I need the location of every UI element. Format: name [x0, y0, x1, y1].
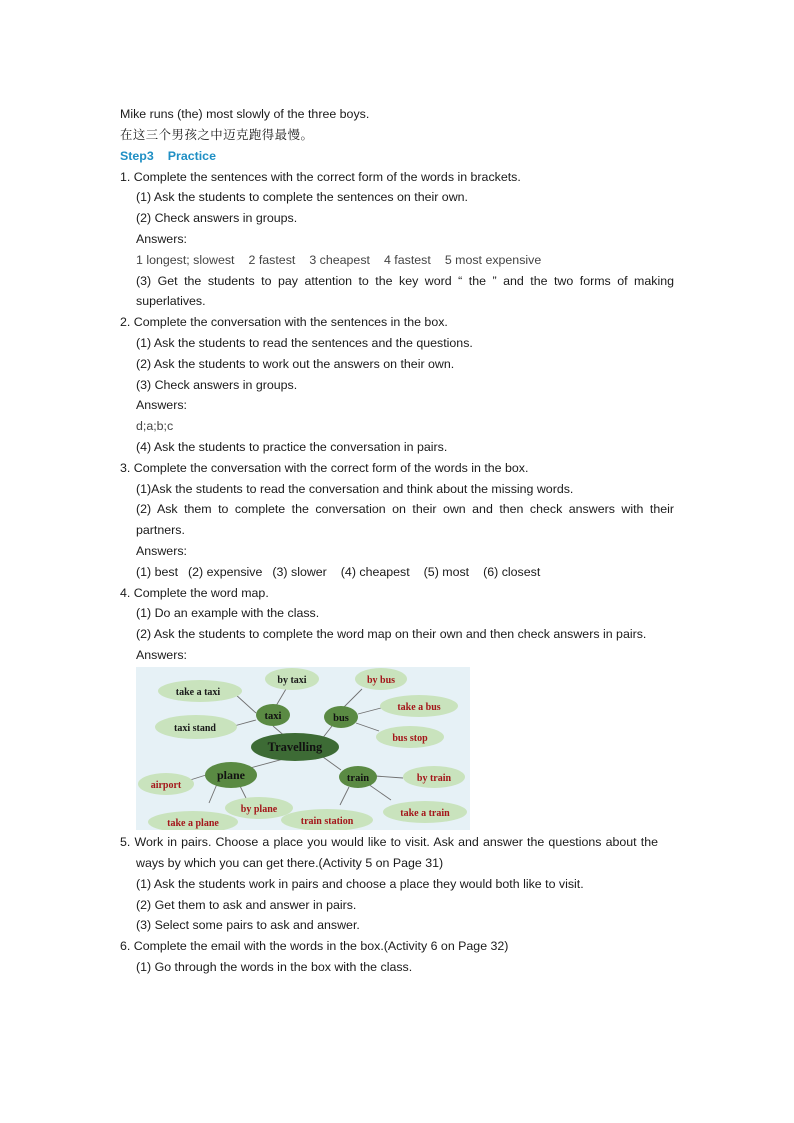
- q5-step-1: (1) Ask the students work in pairs and choose a place they would both like to visit.: [136, 877, 584, 891]
- q2-step-2: (2) Ask the students to work out the answers on their own.: [136, 357, 455, 371]
- q5-title: 5. Work in pairs. Choose a place you would like to visit. Ask and answer the questions about the: [120, 835, 658, 849]
- q3-answer-1: (1) best: [136, 565, 179, 579]
- q2-answers-label: Answers:: [136, 398, 187, 412]
- word-map-take-a-taxi: take a taxi: [175, 687, 221, 698]
- q1-answer-2: 2 fastest: [248, 253, 296, 267]
- q1-answer-1: 1 longest; slowest: [136, 253, 235, 267]
- q4-title: 4. Complete the word map.: [120, 586, 269, 600]
- word-map-taxi-label: taxi: [264, 711, 282, 722]
- word-map-train-label: train: [346, 773, 370, 784]
- q5-title-cont: ways by which you can get there.(Activity 5 on Page 31): [136, 856, 444, 870]
- intro-sentence-en: Mike runs (the) most slowly of the three boys.: [120, 107, 370, 121]
- q3-step-2-cont: partners.: [136, 523, 185, 537]
- q3-answer-6: (6) closest: [483, 565, 541, 579]
- q3-title: 3. Complete the conversation with the correct form of the words in the box.: [120, 461, 529, 475]
- word-map-by-taxi: by taxi: [277, 675, 307, 686]
- q1-answers: [136, 250, 541, 271]
- q2-step-1: (1) Ask the students to read the sentences and the questions.: [136, 336, 473, 350]
- word-map-plane-label: plane: [216, 768, 246, 782]
- intro-sentence-cn: 在这三个男孩之中迈克跑得最慢。: [120, 127, 314, 142]
- q1-answers-label: Answers:: [136, 232, 187, 246]
- q4-step-2: (2) Ask the students to complete the word map on their own and then check answers in pairs.: [136, 627, 647, 641]
- word-map-bus-label: bus: [333, 713, 349, 724]
- q6-step-1: (1) Go through the words in the box with the class.: [136, 960, 413, 974]
- q3-answer-5: (5) most: [423, 565, 470, 579]
- q5-step-2: (2) Get them to ask and answer in pairs.: [136, 898, 357, 912]
- step-heading: [120, 146, 216, 167]
- q1-answer-5: 5 most expensive: [444, 253, 542, 267]
- q4-answers-label: Answers:: [136, 648, 187, 662]
- q6-title: 6. Complete the email with the words in the box.(Activity 6 on Page 32): [120, 939, 509, 953]
- q1-step-1: (1) Ask the students to complete the sentences on their own.: [136, 190, 468, 204]
- word-map: [136, 667, 470, 830]
- step-title: Practice: [167, 149, 216, 163]
- q1-step-3: (3) Get the students to pay attention to the key word “ the ” and the two forms of making: [136, 274, 674, 288]
- word-map-take-a-bus: take a bus: [397, 702, 441, 713]
- q1-step-3-cont: superlatives.: [136, 294, 206, 308]
- q1-step-2: (2) Check answers in groups.: [136, 211, 298, 225]
- q2-step-4: (4) Ask the students to practice the conversation in pairs.: [136, 440, 448, 454]
- q3-answer-2: (2) expensive: [188, 565, 263, 579]
- q3-step-1: (1)Ask the students to read the conversation and think about the missing words.: [136, 482, 574, 496]
- q1-answer-4: 4 fastest: [383, 253, 431, 267]
- q4-step-1: (1) Do an example with the class.: [136, 606, 320, 620]
- q5-step-3: (3) Select some pairs to ask and answer.: [136, 918, 360, 932]
- q2-title: 2. Complete the conversation with the sentences in the box.: [120, 315, 448, 329]
- q1-title: 1. Complete the sentences with the correct form of the words in brackets.: [120, 170, 521, 184]
- word-map-bus-stop: bus stop: [392, 733, 428, 744]
- q2-answers: d;a;b;c: [136, 419, 174, 433]
- q3-answers: [136, 562, 540, 583]
- word-map-center-label: Travelling: [267, 740, 323, 754]
- q3-step-2: (2) Ask them to complete the conversation on their own and then check answers with their: [136, 502, 674, 516]
- word-map-take-a-plane: take a plane: [167, 818, 219, 829]
- word-map-by-bus: by bus: [366, 675, 396, 686]
- word-map-by-plane: by plane: [240, 804, 278, 815]
- q3-answer-3: (3) slower: [272, 565, 327, 579]
- q1-answer-3: 3 cheapest: [309, 253, 370, 267]
- word-map-take-a-train: take a train: [400, 808, 450, 819]
- word-map-airport: airport: [150, 780, 182, 791]
- step-label: Step3: [120, 149, 154, 163]
- q2-step-3: (3) Check answers in groups.: [136, 378, 298, 392]
- q3-answer-4: (4) cheapest: [340, 565, 410, 579]
- word-map-taxi-stand: taxi stand: [174, 723, 216, 734]
- q3-answers-label: Answers:: [136, 544, 187, 558]
- word-map-by-train: by train: [416, 773, 452, 784]
- word-map-train-station: train station: [300, 816, 354, 827]
